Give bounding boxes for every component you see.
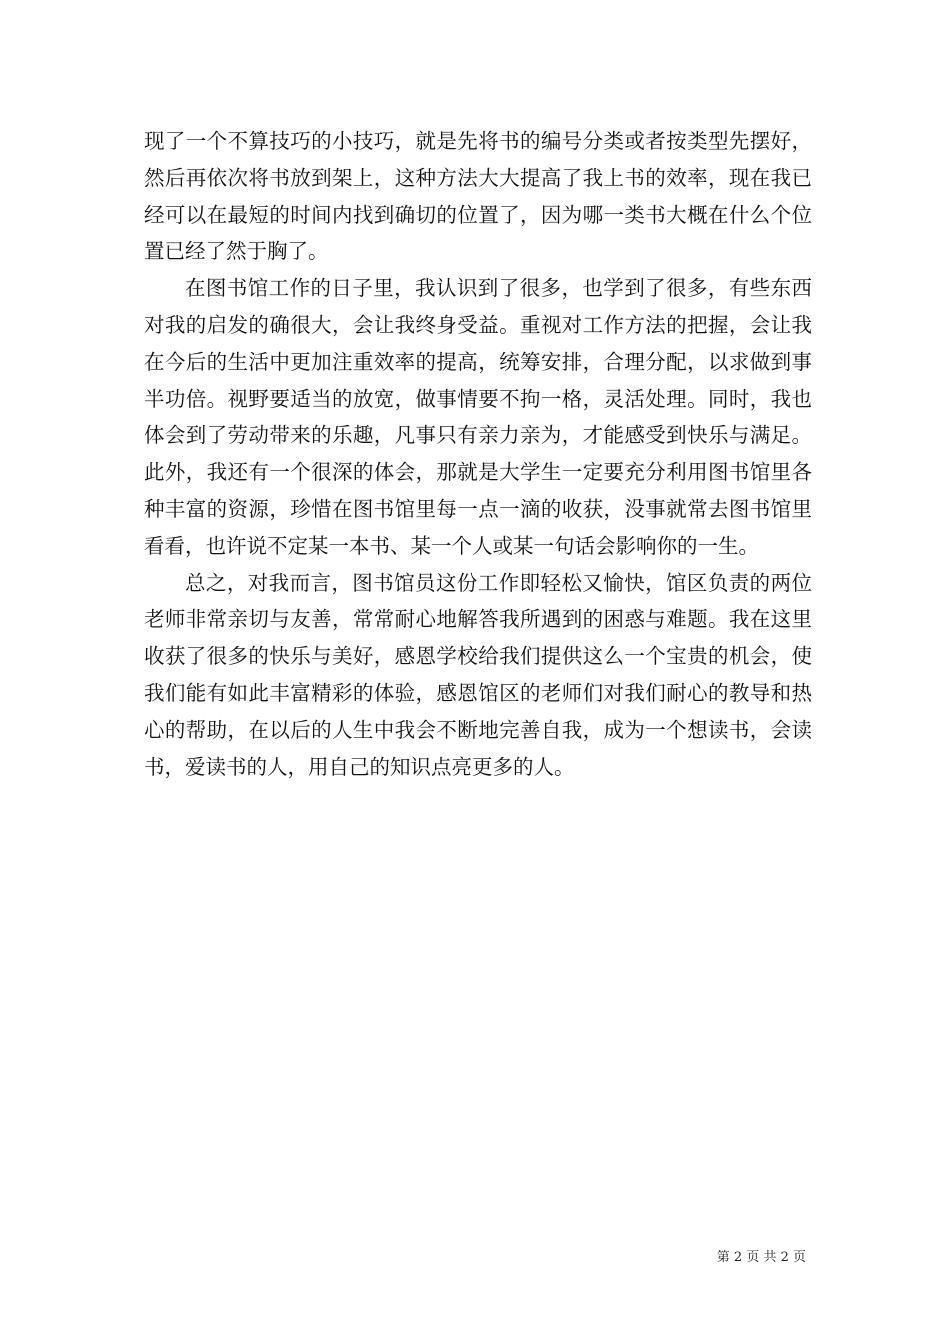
page-number-footer: 第 2 页 共 2 页	[716, 1250, 806, 1265]
paragraph-1: 现了一个不算技巧的小技巧，就是先将书的编号分类或者按类型先摆好，然后再依次将书放到架上，这种方法大大提高了我上书的效率，现在我已经可以在最短的时间内找到确切的位置了，因为哪一类书大概在什么个位置已经了然于胸了。	[144, 129, 812, 264]
paragraph-2: 在图书馆工作的日子里，我认识到了很多，也学到了很多，有些东西对我的启发的确很大，会让我终身受益。重视对工作方法的把握，会让我在今后的生活中更加注重效率的提高，统筹安排，合理分配，以求做到事半功倍。视野要适当的放宽，做事情要不拘一格，灵活处理。同时，我也体会到了劳动带来的乐趣，凡事只有亲力亲为，才能感受到快乐与满足。此外，我还有一个很深的体会，那就是大学生一定要充分利用图书馆里各种丰富的资源，珍惜在图书馆里每一点一滴的收获，没事就常去图书馆里看看，也许说不定某一本书、某一个人或某一句话会影响你的一生。	[144, 276, 812, 558]
document-body	[144, 123, 812, 785]
paragraph-3: 总之，对我而言，图书馆员这份工作即轻松又愉快，馆区负责的两位老师非常亲切与友善，常常耐心地解答我所遇到的困惑与难题。我在这里收获了很多的快乐与美好，感恩学校给我们提供这么一个宝贵的机会，使我们能有如此丰富精彩的体验，感恩馆区的老师们对我们耐心的教导和热心的帮助，在以后的人生中我会不断地完善自我，成为一个想读书，会读书，爱读书的人，用自己的知识点亮更多的人。	[144, 570, 812, 779]
